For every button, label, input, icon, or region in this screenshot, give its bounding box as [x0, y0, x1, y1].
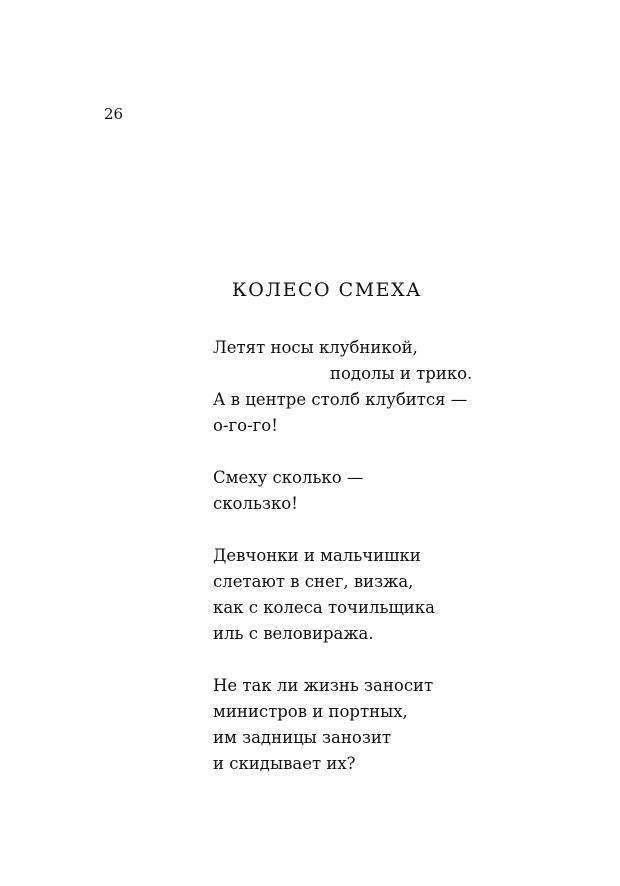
poem-body — [213, 335, 503, 803]
page-number: 26 — [104, 105, 124, 123]
stanza-1 — [213, 335, 503, 439]
poem-title: КОЛЕСО СМЕХА — [232, 279, 422, 301]
poem-line: о-го-го! — [213, 416, 278, 435]
poem-line: министров и портных, — [213, 702, 408, 721]
stanza-4 — [213, 673, 503, 777]
poem-line: слетают в снег, визжа, — [213, 572, 414, 591]
poem-line: Не так ли жизнь заносит — [213, 676, 434, 695]
poem-line: как с колеса точильщика — [213, 598, 435, 617]
poem-line: Девчонки и мальчишки — [213, 546, 421, 565]
poem-line: и скидывает их? — [213, 754, 356, 773]
poem-line: А в центре столб клубится — — [213, 390, 468, 409]
poem-line: подолы и трико. — [330, 364, 473, 383]
poem-line: Смеху сколько — — [213, 468, 364, 487]
poem-line: Летят носы клубникой, — [213, 338, 418, 357]
stanza-2 — [213, 465, 503, 517]
poem-line: иль с веловиража. — [213, 624, 374, 643]
poem-line: скользко! — [213, 494, 298, 513]
stanza-3 — [213, 543, 503, 647]
poem-line: им задницы занозит — [213, 728, 391, 747]
